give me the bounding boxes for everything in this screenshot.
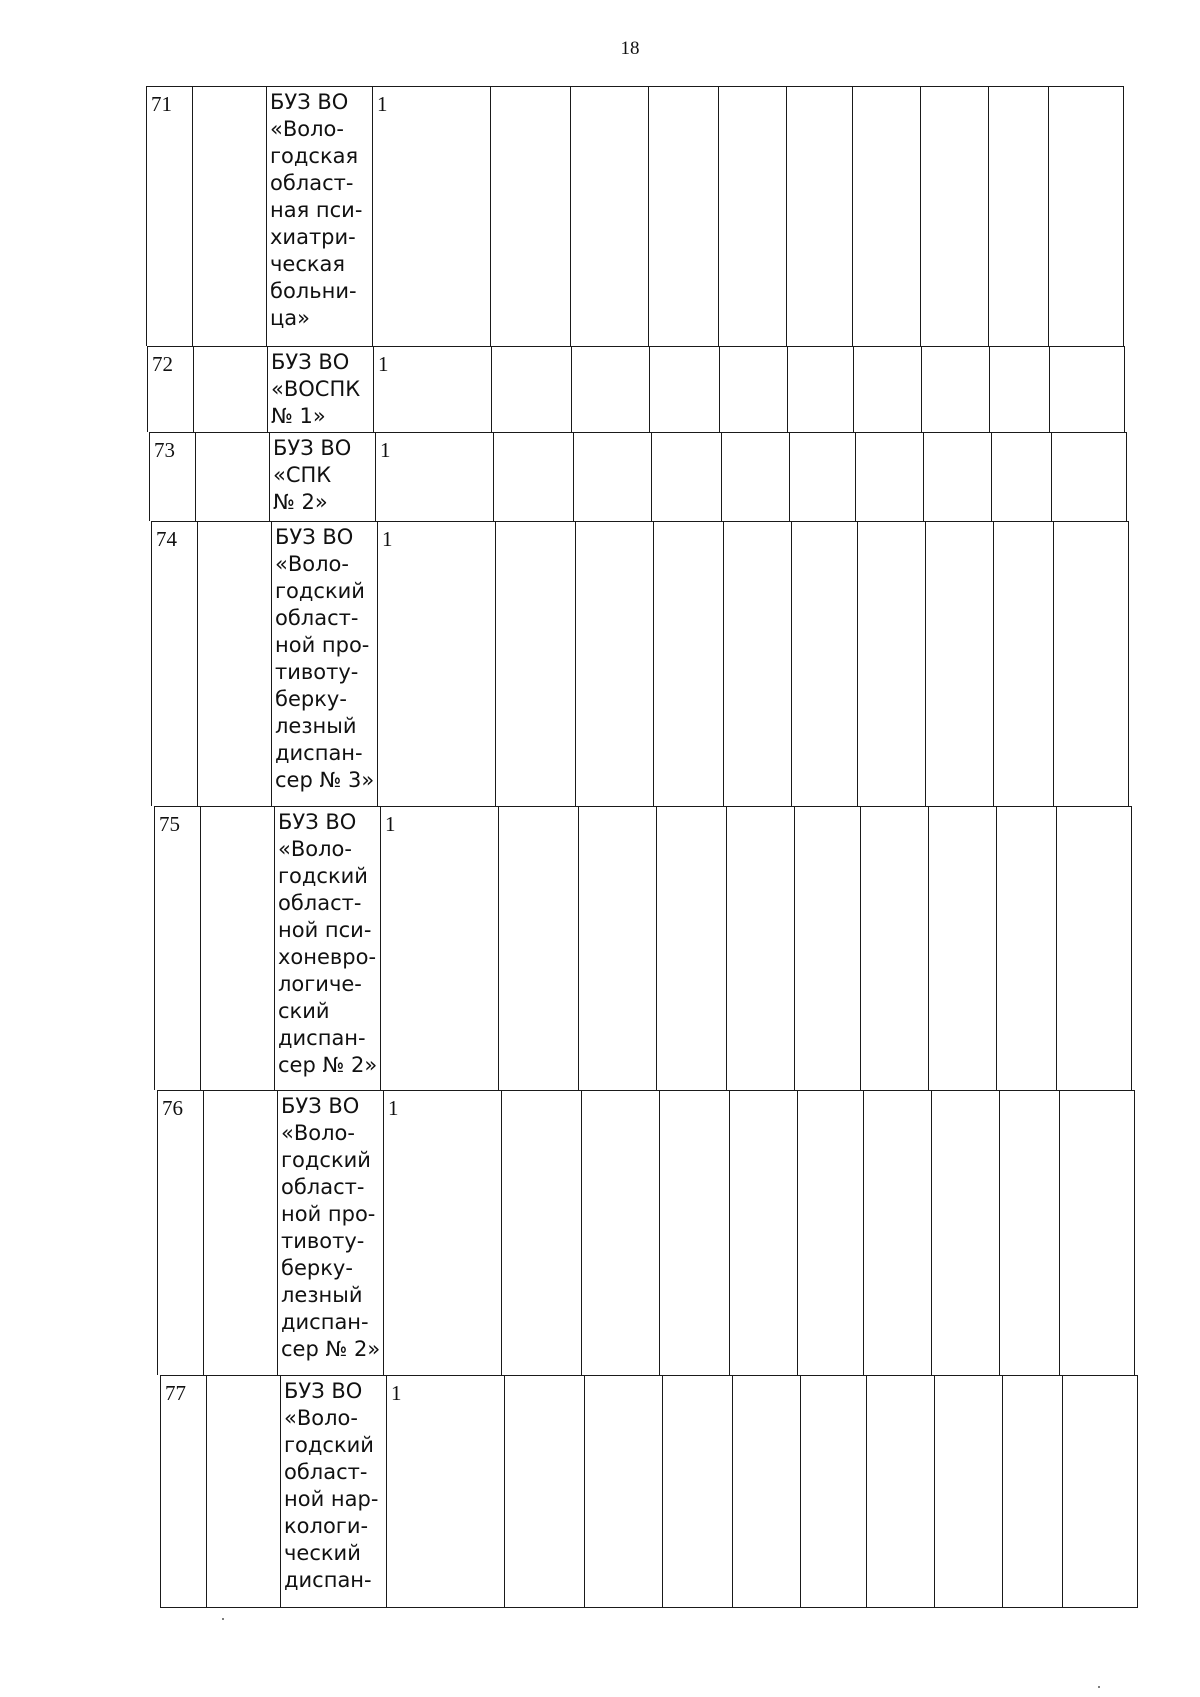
count-value: 1: [380, 438, 391, 462]
institution-name: БУЗ ВО «Воло- годский област- ной пси- хоневро- логиче- ский диспан- сер № 2»: [278, 810, 378, 1077]
empty-cell: [504, 1375, 584, 1608]
empty-cell: [797, 1090, 863, 1375]
empty-cell: [732, 1375, 800, 1608]
empty-cell: [573, 432, 651, 521]
empty-cell: [1056, 806, 1132, 1090]
empty-cell: [649, 346, 719, 432]
row-index: 73: [154, 438, 175, 462]
empty-cell: [490, 86, 570, 346]
scan-speck: [1098, 1686, 1100, 1688]
empty-cell: [787, 346, 853, 432]
row-index-cell: [157, 1090, 203, 1375]
count-value: 1: [378, 352, 389, 376]
empty-cell: [1051, 432, 1127, 521]
empty-cell: [653, 521, 723, 806]
empty-cell: [857, 521, 925, 806]
empty-cell: [996, 806, 1056, 1090]
count-value: 1: [388, 1096, 399, 1120]
empty-cell: [192, 86, 266, 346]
institution-name: БУЗ ВО «СПК № 2»: [273, 436, 352, 514]
institution-name: БУЗ ВО «Воло- годский област- ной про- тивоту- берку- лезный диспан- сер № 2»: [281, 1094, 381, 1361]
row-index: 71: [151, 92, 172, 116]
empty-cell: [999, 1090, 1059, 1375]
empty-cell: [721, 432, 789, 521]
row-index-cell: [149, 432, 195, 521]
empty-cell: [853, 346, 921, 432]
row-index: 74: [156, 527, 177, 551]
page-number: 18: [620, 38, 640, 59]
empty-cell: [575, 521, 653, 806]
count-cell: [386, 1375, 504, 1608]
institution-name: БУЗ ВО «ВОСПК № 1»: [271, 350, 361, 428]
count-cell: [375, 432, 493, 521]
empty-cell: [1062, 1375, 1138, 1608]
institution-name: БУЗ ВО «Воло- годский област- ной нар- кологи- ческий диспан-: [284, 1379, 379, 1592]
empty-cell: [195, 432, 269, 521]
row-index-cell: [151, 521, 197, 806]
empty-cell: [852, 86, 920, 346]
institution-name-cell: [271, 521, 377, 806]
empty-cell: [203, 1090, 277, 1375]
empty-cell: [1059, 1090, 1135, 1375]
empty-cell: [200, 806, 274, 1090]
count-cell: [380, 806, 498, 1090]
empty-cell: [718, 86, 786, 346]
empty-cell: [571, 346, 649, 432]
empty-cell: [920, 86, 988, 346]
institution-name-cell: [269, 432, 375, 521]
empty-cell: [921, 346, 989, 432]
count-value: 1: [382, 527, 393, 551]
empty-cell: [723, 521, 791, 806]
row-index: 76: [162, 1096, 183, 1120]
empty-cell: [988, 86, 1048, 346]
empty-cell: [866, 1375, 934, 1608]
empty-cell: [493, 432, 573, 521]
count-cell: [383, 1090, 501, 1375]
empty-cell: [925, 521, 993, 806]
empty-cell: [726, 806, 794, 1090]
empty-cell: [786, 86, 852, 346]
empty-cell: [863, 1090, 931, 1375]
empty-cell: [800, 1375, 866, 1608]
count-value: 1: [377, 92, 388, 116]
count-cell: [377, 521, 495, 806]
institution-name-cell: [266, 86, 372, 346]
empty-cell: [934, 1375, 1002, 1608]
empty-cell: [928, 806, 996, 1090]
empty-cell: [1049, 346, 1125, 432]
empty-cell: [570, 86, 648, 346]
empty-cell: [989, 346, 1049, 432]
empty-cell: [794, 806, 860, 1090]
empty-cell: [581, 1090, 659, 1375]
row-index: 75: [159, 812, 180, 836]
count-cell: [373, 346, 491, 432]
empty-cell: [860, 806, 928, 1090]
empty-cell: [651, 432, 721, 521]
count-cell: [372, 86, 490, 346]
empty-cell: [495, 521, 575, 806]
institution-name: БУЗ ВО «Воло- годская област- ная пси- хиатри- ческая больни- ца»: [270, 90, 363, 330]
empty-cell: [584, 1375, 662, 1608]
empty-cell: [855, 432, 923, 521]
empty-cell: [197, 521, 271, 806]
scan-speck: [222, 1618, 224, 1620]
count-value: 1: [391, 1381, 402, 1405]
empty-cell: [656, 806, 726, 1090]
row-index-cell: [154, 806, 200, 1090]
empty-cell: [648, 86, 718, 346]
institution-name-cell: [274, 806, 380, 1090]
empty-cell: [719, 346, 787, 432]
empty-cell: [791, 521, 857, 806]
institution-name-cell: [267, 346, 373, 432]
empty-cell: [498, 806, 578, 1090]
count-value: 1: [385, 812, 396, 836]
institution-name-cell: [277, 1090, 383, 1375]
empty-cell: [491, 346, 571, 432]
empty-cell: [659, 1090, 729, 1375]
row-index-cell: [146, 86, 192, 346]
institution-name-cell: [280, 1375, 386, 1608]
empty-cell: [923, 432, 991, 521]
empty-cell: [206, 1375, 280, 1608]
empty-cell: [993, 521, 1053, 806]
empty-cell: [578, 806, 656, 1090]
empty-cell: [1048, 86, 1124, 346]
empty-cell: [931, 1090, 999, 1375]
row-index-cell: [147, 346, 193, 432]
empty-cell: [193, 346, 267, 432]
empty-cell: [789, 432, 855, 521]
empty-cell: [501, 1090, 581, 1375]
empty-cell: [729, 1090, 797, 1375]
empty-cell: [1053, 521, 1129, 806]
institution-name: БУЗ ВО «Воло- годский област- ной про- тивоту- берку- лезный диспан- сер № 3»: [275, 525, 375, 792]
row-index-cell: [160, 1375, 206, 1608]
row-index: 77: [165, 1381, 186, 1405]
empty-cell: [991, 432, 1051, 521]
empty-cell: [1002, 1375, 1062, 1608]
empty-cell: [662, 1375, 732, 1608]
row-index: 72: [152, 352, 173, 376]
